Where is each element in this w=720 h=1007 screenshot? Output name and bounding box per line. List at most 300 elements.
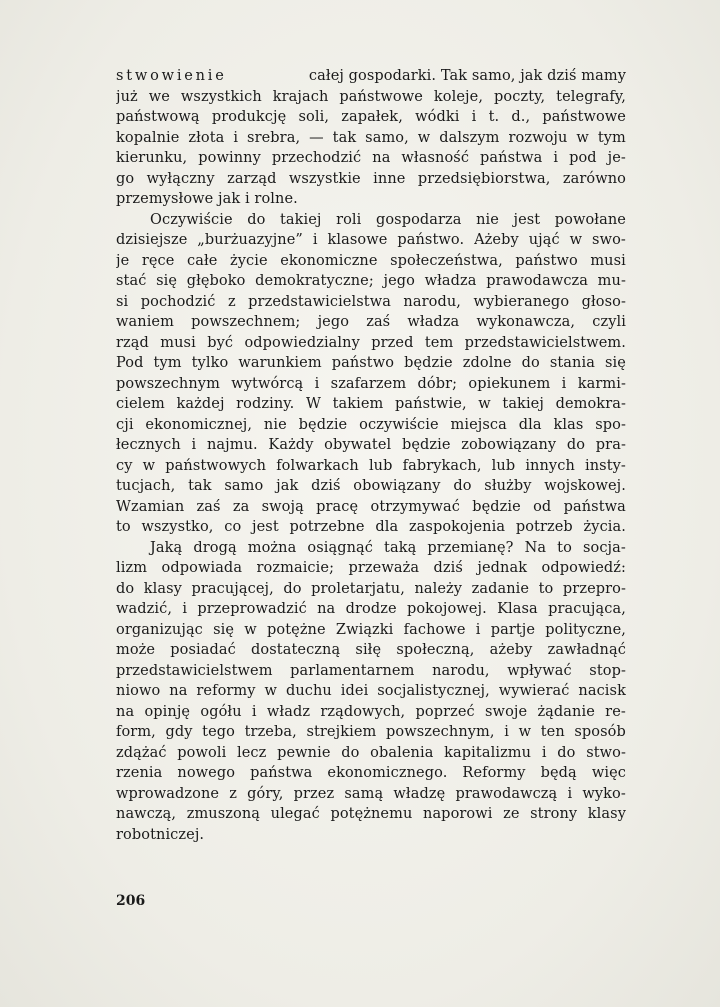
word: rządowych,: [320, 703, 406, 720]
word: obowiązany: [353, 478, 441, 494]
word: zdolne: [462, 355, 512, 371]
text-line: [116, 784, 626, 805]
text-line: [116, 374, 626, 395]
word: takiej: [502, 396, 544, 412]
word: wywierać: [498, 683, 570, 699]
word: pracująca,: [548, 601, 626, 617]
word: ażeby: [489, 642, 533, 658]
text-line: [116, 804, 626, 825]
word: się: [213, 621, 235, 638]
word: tym: [597, 129, 626, 146]
word: idei: [340, 683, 369, 699]
text-line: [116, 107, 626, 128]
word: swoją: [261, 498, 304, 515]
word: jednak: [477, 560, 528, 576]
word: ekonomiczne: [280, 252, 378, 269]
word: w: [478, 396, 491, 412]
word: samo,: [365, 129, 409, 146]
word: spo-: [595, 416, 626, 433]
word: do: [453, 478, 472, 494]
word: do: [566, 437, 586, 453]
word: jego: [383, 273, 415, 289]
word: Związki: [335, 621, 394, 638]
word: parlamentarnem: [290, 662, 415, 679]
word: czyli: [592, 314, 626, 330]
word: wadzić,: [116, 601, 173, 617]
word: niowo: [116, 683, 161, 699]
text-line: [116, 169, 626, 190]
word: nowego: [177, 765, 236, 781]
word: posiadać: [170, 642, 236, 658]
word: klasy: [587, 806, 626, 822]
word: dzisiejsze: [116, 232, 188, 248]
word: władza: [424, 273, 477, 289]
word: państwa: [480, 150, 543, 166]
word: państwo: [515, 252, 578, 269]
word: państwowe: [542, 109, 626, 125]
word: co: [224, 519, 242, 535]
word: tego: [202, 724, 235, 740]
word: na: [317, 601, 336, 617]
word: mu-: [597, 273, 626, 289]
word: na: [116, 703, 135, 720]
word: przechodzić: [271, 150, 362, 166]
word: duchu: [285, 683, 332, 699]
text-line: [116, 271, 626, 292]
word: produkcję: [211, 109, 287, 125]
word: dla: [375, 519, 399, 535]
word: stwo-: [586, 744, 626, 761]
word: zdążać: [116, 744, 167, 761]
text-line: [116, 251, 626, 272]
word: i: [541, 744, 547, 761]
word: drodze: [345, 601, 397, 617]
word: i: [182, 601, 188, 617]
word: strony: [530, 806, 578, 822]
word: narodu,: [403, 293, 461, 310]
word: ekonomicznego.: [327, 765, 448, 781]
word: przed: [371, 334, 414, 351]
word: reformy: [196, 683, 256, 699]
word: tem: [424, 334, 454, 351]
word: z: [227, 293, 236, 310]
word: do: [521, 355, 540, 371]
word: wpływać: [507, 662, 572, 679]
word: i: [251, 703, 257, 720]
word: rzenia: [116, 765, 163, 781]
word: klasy: [143, 580, 182, 597]
word: wszystkie: [288, 170, 361, 187]
word: się: [156, 273, 178, 289]
word: pracującej,: [191, 580, 274, 597]
word: własność: [401, 150, 470, 166]
word: zawładnąć: [547, 642, 626, 658]
word: fabrykach,: [402, 457, 482, 474]
word: cielem: [116, 396, 165, 412]
word: odpowiedzialny: [244, 334, 360, 351]
word: i: [314, 375, 320, 392]
word: rząd: [116, 334, 149, 351]
word: inne: [373, 170, 406, 187]
word: do: [116, 580, 135, 597]
word: będzie: [472, 498, 521, 515]
word: przedstawicielstwem.: [464, 334, 626, 351]
word: potężne: [267, 621, 326, 638]
word: głęboko: [186, 273, 246, 289]
word: w: [518, 724, 532, 740]
word: w: [417, 129, 431, 146]
word: cy: [116, 457, 133, 474]
word: poprzeć: [415, 703, 475, 720]
word: nie: [476, 211, 499, 228]
word: zaś: [196, 498, 221, 515]
word: demokra-: [555, 396, 626, 412]
word: swo-: [592, 232, 626, 248]
word: odpowiedź:: [541, 560, 626, 576]
word: już: [116, 88, 138, 105]
word: będzie: [401, 437, 451, 453]
word: proletarjatu,: [311, 580, 405, 597]
word: dziś: [311, 478, 341, 494]
word: zaś: [366, 314, 391, 330]
word: wprowadzone: [116, 785, 220, 802]
word: władzę: [393, 785, 446, 802]
word: od: [533, 498, 552, 515]
text-line: [116, 128, 626, 149]
word: nawczą,: [116, 806, 177, 822]
word: lub: [368, 457, 393, 474]
text-line: [116, 579, 626, 600]
paragraph-2: [116, 210, 626, 538]
word: Na: [524, 539, 547, 556]
text-line: [116, 722, 626, 743]
word: z: [229, 785, 237, 802]
text-line: [116, 497, 626, 518]
word: w: [264, 683, 278, 699]
word: państwowych: [165, 457, 267, 474]
word: zarówno: [562, 170, 626, 187]
word: klas: [553, 416, 584, 433]
word: polityczne,: [545, 621, 626, 638]
word: to: [557, 539, 572, 556]
word: ręce: [141, 252, 175, 269]
word: do: [283, 580, 302, 597]
word: przeprowadzić: [197, 601, 307, 617]
word: je: [116, 252, 130, 269]
word: tucjach,: [116, 478, 176, 494]
word: życie: [230, 252, 268, 269]
word: i: [471, 109, 477, 125]
word: wytwórcą: [231, 375, 304, 392]
word: najmu.: [206, 437, 258, 453]
word: do: [247, 211, 266, 228]
word: głoso-: [581, 293, 626, 310]
text-line: [116, 394, 626, 415]
text-line: [116, 456, 626, 477]
word: je-: [607, 150, 626, 166]
word: sposób: [574, 724, 626, 740]
word: przedstawicielstwem: [116, 662, 273, 679]
word: i: [191, 437, 197, 453]
word: klasowe: [327, 232, 388, 248]
word: demokratyczne;: [255, 273, 374, 289]
word: stania: [549, 355, 595, 371]
word: prawodawcza: [486, 273, 589, 289]
word: wybieranego: [473, 293, 570, 310]
word: opinję: [144, 703, 191, 720]
text-line: [116, 148, 626, 169]
word: państwa: [563, 498, 626, 515]
text-line: [116, 517, 626, 538]
word: potrzebne: [289, 519, 365, 535]
word: nacisk: [578, 683, 626, 699]
word: obywatel: [324, 437, 392, 453]
word: kapitalizmu: [444, 744, 532, 761]
word: całe: [187, 252, 218, 269]
word: trzeba,: [244, 724, 297, 740]
word: powinny: [198, 150, 261, 166]
word: do: [341, 744, 360, 761]
text-line: robotniczej.: [116, 826, 205, 843]
word: pod: [569, 150, 597, 166]
word: pewnie: [277, 744, 331, 761]
text-line: [116, 333, 626, 354]
word: żądanie: [537, 703, 595, 720]
word: we: [148, 88, 170, 105]
word: rozmaicie;: [256, 560, 335, 576]
word: szafarzem: [330, 375, 407, 392]
word: się: [605, 355, 626, 371]
word: warunkiem: [238, 355, 322, 371]
word: innych: [525, 457, 575, 474]
text-line: [116, 435, 626, 456]
text-line: [116, 661, 626, 682]
word: oczywiście: [359, 416, 439, 433]
text-line: [116, 66, 626, 87]
word: przeważa: [348, 560, 420, 576]
word: ulegać: [270, 806, 320, 822]
word: cji: [116, 416, 134, 433]
word: więc: [591, 765, 626, 781]
word: społeczną,: [396, 642, 475, 658]
word: może: [116, 642, 156, 658]
word: pra-: [595, 437, 626, 453]
word: ująć: [528, 232, 560, 248]
word: wódki: [415, 109, 460, 125]
paragraph-1: [116, 66, 626, 210]
word: narodu,: [432, 662, 490, 679]
word: wszystko,: [141, 519, 214, 535]
word: socja-: [582, 539, 626, 556]
word: powołane: [554, 211, 626, 228]
word: re-: [605, 703, 626, 720]
word: dalszym: [439, 129, 500, 146]
word: telegrafy,: [556, 88, 626, 105]
text-line: [116, 763, 626, 784]
word: poczty,: [494, 88, 546, 105]
word: swoje: [485, 703, 528, 720]
word: dziś: [433, 560, 463, 576]
text-line: [116, 743, 626, 764]
word: i: [553, 150, 559, 166]
word: roli: [336, 211, 362, 228]
word: ogółu: [200, 703, 242, 720]
text-line: przemysłowe jak i rolne.: [116, 191, 298, 207]
word: władza: [407, 314, 460, 330]
word: go: [116, 170, 135, 187]
text-line: [116, 640, 626, 661]
word: i: [561, 375, 567, 392]
text-line: [116, 210, 626, 231]
word: w: [244, 621, 257, 638]
word: form,: [116, 724, 156, 740]
word: dóbr;: [417, 375, 458, 392]
word: obalenia: [370, 744, 434, 761]
text-line: [116, 620, 626, 641]
word: powoli: [177, 744, 227, 761]
word: partje: [490, 621, 536, 638]
text-line: [116, 292, 626, 313]
word: stać: [116, 273, 147, 289]
word: naporowi: [423, 806, 493, 822]
word: tylko: [191, 355, 229, 371]
text-line: [116, 476, 626, 497]
word: karmi-: [577, 375, 626, 392]
word: srebra,: [247, 129, 301, 146]
word: Klasa: [497, 601, 538, 617]
word: przedsiębiorstwa,: [417, 170, 551, 187]
word: będzie: [298, 416, 348, 433]
word: folwarkach: [276, 457, 359, 474]
word: opiekunem: [468, 375, 551, 392]
word: powszechnym,: [385, 724, 495, 740]
text-line: [116, 681, 626, 702]
word: zaspokojenia: [408, 519, 506, 535]
text-fragment: całej gospodarki. Tak samo, jak dziś mamy: [308, 68, 626, 84]
word: lizm: [116, 560, 148, 576]
word: jest: [513, 211, 541, 228]
word: ekonomicznej,: [145, 416, 253, 433]
word: prawodawczą: [455, 785, 558, 802]
word: zmuszoną: [186, 806, 261, 822]
word: państwie,: [395, 396, 467, 412]
word: miejsca: [450, 416, 507, 433]
word: wyko-: [582, 785, 626, 802]
word: w: [569, 232, 583, 248]
word: —: [309, 129, 324, 146]
word: samą: [344, 785, 384, 802]
word: dla: [518, 416, 542, 433]
word: jak: [276, 478, 299, 494]
word: na: [169, 683, 188, 699]
word: służby: [484, 478, 532, 494]
word: i: [504, 724, 509, 740]
text-line: [116, 558, 626, 579]
word: łecznych: [116, 437, 181, 453]
word: przez: [293, 785, 335, 802]
word: d.,: [511, 109, 531, 125]
word: wykonawcza,: [476, 314, 576, 330]
word: jego: [317, 314, 350, 330]
word: i: [475, 621, 481, 638]
word: społeczeństwa,: [390, 252, 503, 269]
word: musi: [160, 334, 196, 351]
word: drogą: [193, 539, 237, 556]
word: należy: [414, 580, 463, 597]
word: Oczywiście: [150, 211, 233, 228]
word: władz: [266, 703, 311, 720]
word: rozwoju: [508, 129, 568, 146]
word: za: [232, 498, 250, 515]
word: w: [142, 457, 156, 474]
word: lecz: [237, 744, 267, 761]
word: państwo.: [397, 232, 465, 248]
text-line: [116, 312, 626, 333]
word: gdy: [165, 724, 193, 740]
word: osiągnąć: [307, 539, 374, 556]
text-line: [116, 702, 626, 723]
word: krajach: [272, 88, 329, 105]
word: socjalistycznej,: [377, 683, 490, 699]
word: będzie: [404, 355, 453, 371]
text-line: [116, 230, 626, 251]
word: potężnemu: [330, 806, 413, 822]
word: waniem: [116, 314, 174, 330]
word: góry,: [247, 785, 284, 802]
word: jest: [252, 519, 279, 535]
word: stop-: [589, 662, 626, 679]
page-number: 206: [116, 893, 146, 909]
word: ze: [503, 806, 520, 822]
text-line: [116, 415, 626, 436]
word: nie: [263, 416, 287, 433]
word: „burżuazyjne”: [197, 232, 303, 248]
word: siłę: [355, 642, 382, 658]
text-line: [116, 538, 626, 559]
word: musi: [590, 252, 626, 269]
word: to: [116, 519, 131, 535]
word: państwa: [250, 765, 313, 781]
word: i: [567, 785, 573, 802]
word: takiem: [332, 396, 384, 412]
text-line: [116, 599, 626, 620]
word: kierunku,: [116, 150, 188, 166]
word: samo: [224, 478, 264, 494]
word: Pod: [116, 355, 144, 371]
word: zapałek,: [341, 109, 403, 125]
word: Wzamian: [116, 498, 185, 515]
word: pokojowej.: [406, 601, 487, 617]
word: będą: [540, 765, 577, 781]
text-line: [116, 353, 626, 374]
word: przedstawicielstwa: [248, 293, 391, 310]
paragraph-3: [116, 538, 626, 846]
word: taką: [384, 539, 417, 556]
word: życia.: [583, 519, 626, 535]
word: Jaką: [150, 539, 183, 556]
body-text: [116, 66, 626, 845]
word: przepro-: [562, 580, 626, 597]
word: Każdy: [268, 437, 314, 453]
word: potrzeb: [515, 519, 573, 535]
word: być: [207, 334, 234, 351]
word: ten: [540, 724, 565, 740]
word: Reformy: [462, 765, 526, 781]
word: dostateczną: [251, 642, 341, 658]
word: można: [247, 539, 297, 556]
word: złota: [188, 129, 225, 146]
word: to: [538, 580, 554, 597]
